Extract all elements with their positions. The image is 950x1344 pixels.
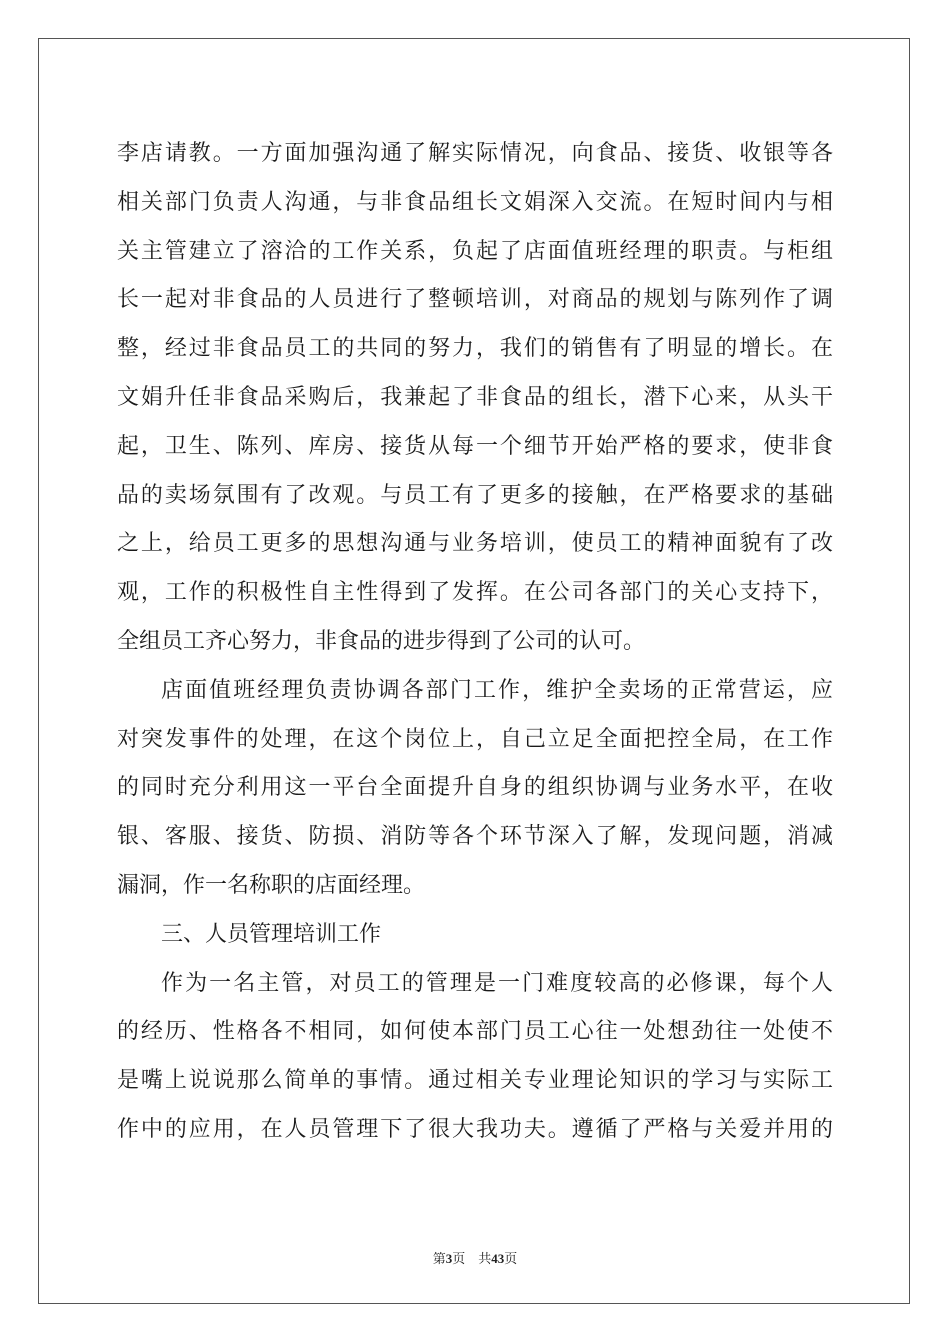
text-line: 的经历、性格各不相同，如何使本部门员工心往一处想劲往一处使不 <box>117 1019 833 1045</box>
current-page-number: 3 <box>445 1251 453 1266</box>
text-line: 起，卫生、陈列、库房、接货从每一个细节开始严格的要求，使非食 <box>117 433 833 459</box>
paragraph-first-line: 作为一名主管，对员工的管理是一门难度较高的必修课，每个人 <box>161 970 833 996</box>
document-body <box>117 130 833 1155</box>
text-line: 对突发事件的处理，在这个岗位上，自己立足全面把控全局，在工作 <box>117 726 833 752</box>
text-line: 漏洞，作一名称职的店面经理。 <box>117 872 426 898</box>
text-line: 是嘴上说说那么简单的事情。通过相关专业理论知识的学习与实际工 <box>117 1068 833 1094</box>
text-line: 作中的应用，在人员管理下了很大我功夫。遵循了严格与关爱并用的 <box>117 1116 833 1142</box>
text-line: 文娟升任非食品采购后，我兼起了非食品的组长，潜下心来，从头干 <box>117 384 833 410</box>
footer-middle: 页 共 <box>452 1251 492 1266</box>
text-line: 相关部门负责人沟通，与非食品组长文娟深入交流。在短时间内与相 <box>117 189 833 215</box>
page-footer <box>0 1248 950 1267</box>
text-line: 之上，给员工更多的思想沟通与业务培训，使员工的精神面貌有了改 <box>117 531 833 557</box>
footer-prefix: 第 <box>432 1251 446 1266</box>
text-line: 银、客服、接货、防损、消防等各个环节深入了解，发现问题，消减 <box>117 824 833 850</box>
text-line: 关主管建立了溶洽的工作关系，负起了店面值班经理的职责。与柜组 <box>117 238 833 264</box>
section-heading: 三、人员管理培训工作 <box>161 921 382 947</box>
text-line: 长一起对非食品的人员进行了整顿培训，对商品的规划与陈列作了调 <box>117 287 833 313</box>
text-line: 品的卖场氛围有了改观。与员工有了更多的接触，在严格要求的基础 <box>117 482 833 508</box>
text-line: 李店请教。一方面加强沟通了解实际情况，向食品、接货、收银等各 <box>117 141 833 166</box>
paragraph-first-line: 店面值班经理负责协调各部门工作，维护全卖场的正常营运，应 <box>161 677 833 703</box>
text-line: 的同时充分利用这一平台全面提升自身的组织协调与业务水平，在收 <box>117 775 833 801</box>
total-page-count: 43 <box>491 1251 505 1266</box>
footer-suffix: 页 <box>504 1251 518 1266</box>
text-line: 全组员工齐心努力，非食品的进步得到了公司的认可。 <box>117 628 646 654</box>
text-line: 观，工作的积极性自主性得到了发挥。在公司各部门的关心支持下， <box>117 580 833 606</box>
text-line: 整，经过非食品员工的共同的努力，我们的销售有了明显的增长。在 <box>117 336 833 362</box>
